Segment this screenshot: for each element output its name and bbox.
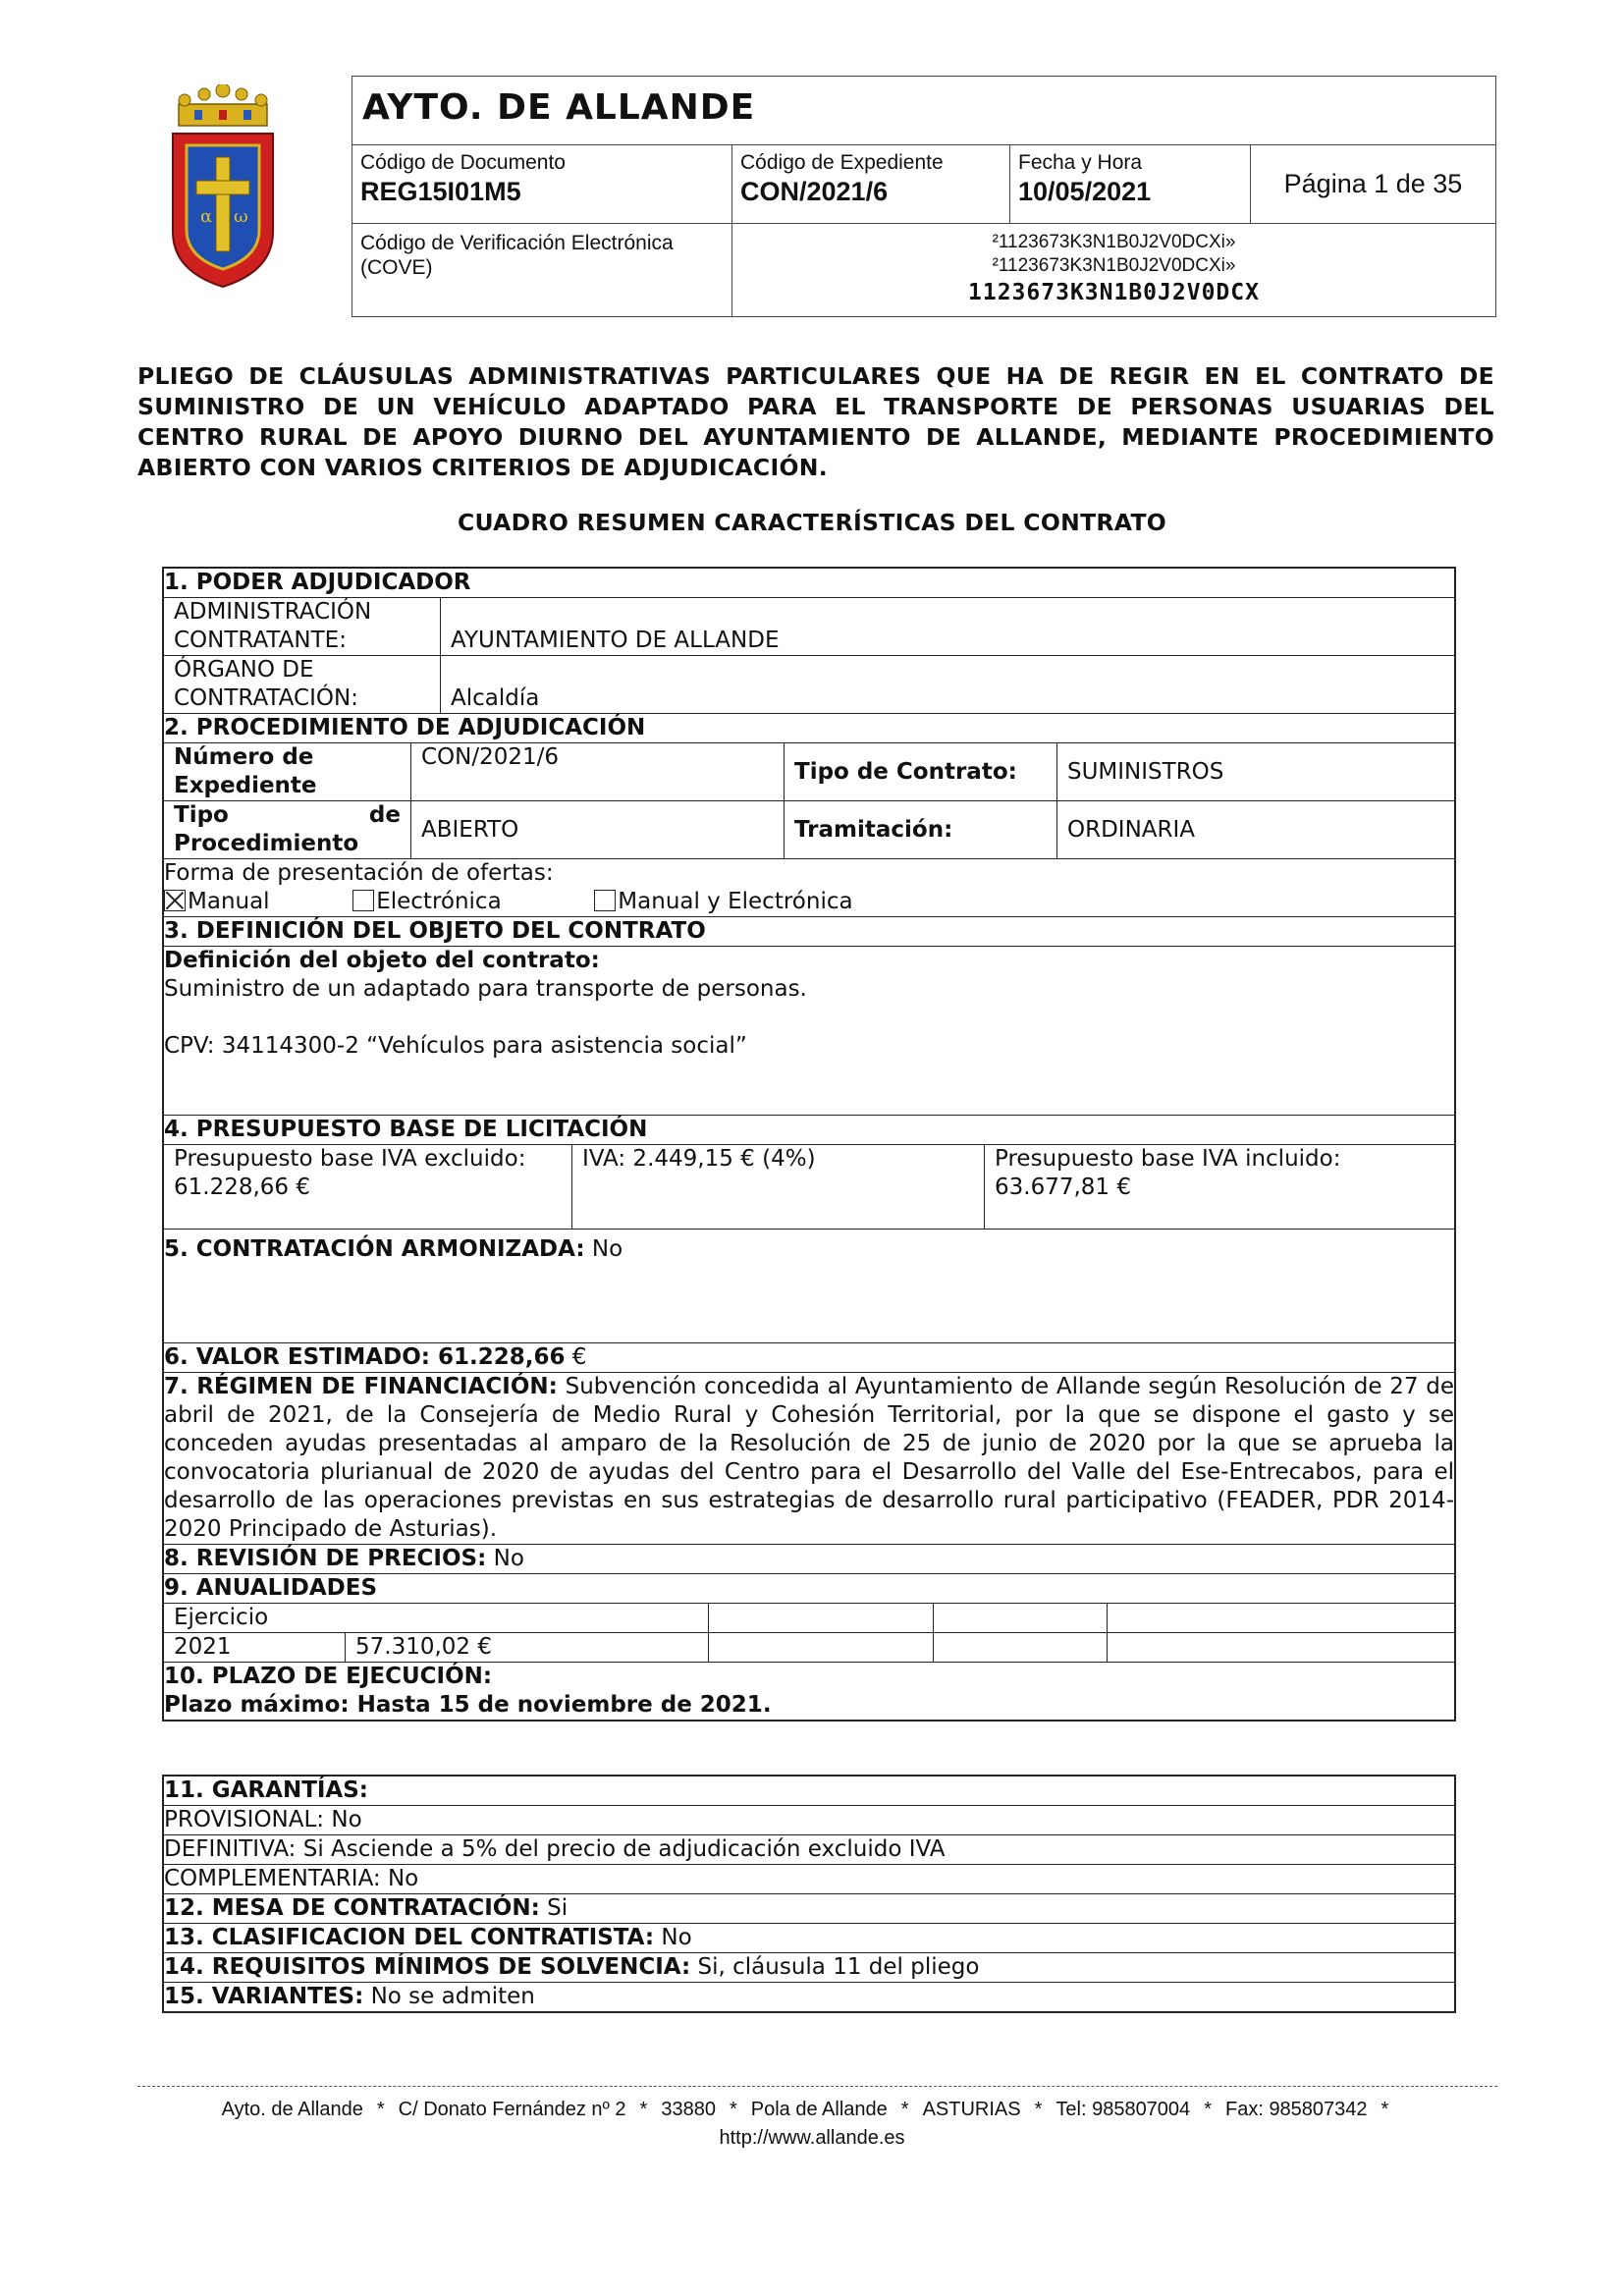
tipo-procedimiento-label xyxy=(164,801,411,858)
option-manual-electronica: Manual y Electrónica xyxy=(618,889,853,914)
footer-town: Pola de Allande xyxy=(750,2099,888,2120)
admin-value: AYUNTAMIENTO DE ALLANDE xyxy=(451,628,780,653)
section-heading-2: 2. PROCEDIMIENTO DE ADJUDICACIÓN xyxy=(164,714,1454,743)
footer-divider xyxy=(137,2086,1497,2087)
svg-text:ω: ω xyxy=(234,206,248,227)
mesa-contratacion-row xyxy=(164,1894,1454,1924)
procedimiento-row xyxy=(164,801,1454,859)
doc-code-cell xyxy=(352,145,732,224)
expediente-row xyxy=(164,743,1454,801)
presupuesto-excluido xyxy=(164,1145,572,1229)
plazo-ejecucion-text: Plazo máximo: Hasta 15 de noviembre de 2021. xyxy=(164,1692,772,1718)
armonizada-label: 5. CONTRATACIÓN ARMONIZADA: xyxy=(164,1236,585,1262)
cove-codes xyxy=(732,224,1495,316)
footer-fax: Fax: 985807342 xyxy=(1224,2099,1368,2120)
clasificacion-row xyxy=(164,1924,1454,1953)
valor-estimado-row xyxy=(164,1343,1454,1373)
solvencia-value: Si, cláusula 11 del pliego xyxy=(697,1954,980,1980)
section-heading-9: 9. ANUALIDADES xyxy=(164,1574,1454,1604)
page-indicator: Página 1 de 35 xyxy=(1251,145,1495,224)
admin-label xyxy=(164,598,441,655)
date-label: Fecha y Hora xyxy=(1018,151,1143,174)
organo-label xyxy=(164,656,441,713)
footer-street: C/ Donato Fernández nº 2 xyxy=(398,2099,626,2120)
doc-code-label: Código de Documento xyxy=(360,151,566,174)
summary-title: CUADRO RESUMEN CARACTERÍSTICAS DEL CONTRATO xyxy=(457,509,1167,536)
admin-label-line2: CONTRATANTE: xyxy=(174,628,347,653)
plazo-ejecucion-label: 10. PLAZO DE EJECUCIÓN: xyxy=(164,1664,493,1689)
variantes-value: No se admiten xyxy=(370,1984,535,2009)
objeto-row xyxy=(164,947,1454,1116)
admin-row xyxy=(164,598,1454,656)
tipo-label-line1 xyxy=(174,801,401,830)
objeto-subheading: Definición del objeto del contrato: xyxy=(164,948,600,973)
cove-label-line1: Código de Verificación Electrónica xyxy=(360,232,674,254)
revision-precios-row xyxy=(164,1545,1454,1574)
ejercicio-label: Ejercicio xyxy=(164,1604,709,1632)
garantia-definitiva: DEFINITIVA: Si Asciende a 5% del precio de adjudicación excluido IVA xyxy=(164,1835,1454,1865)
doc-code: REG15I01M5 xyxy=(360,177,521,206)
valor-estimado-currency: € xyxy=(571,1344,587,1370)
exp-code: CON/2021/6 xyxy=(740,177,889,206)
coat-of-arms-logo xyxy=(165,84,281,295)
organo-value: Alcaldía xyxy=(451,685,540,711)
forma-presentacion-row xyxy=(164,859,1454,917)
cove-barcode-text-2: ²1123673K3N1B0J2V0DCXi» xyxy=(992,254,1236,276)
clasificacion-label: 13. CLASIFICACION DEL CONTRATISTA: xyxy=(164,1925,655,1950)
footer-website-link[interactable]: http://www.allande.es xyxy=(719,2127,905,2149)
garantias-table xyxy=(162,1775,1456,2013)
presupuesto-excluido-label: Presupuesto base IVA excluido: xyxy=(174,1146,526,1172)
ejercicio-amount: 57.310,02 € xyxy=(346,1633,709,1662)
footer-org: Ayto. de Allande xyxy=(221,2099,363,2120)
num-label-line1: Número de xyxy=(174,744,314,770)
num-label-line2: Expediente xyxy=(174,773,317,798)
clasificacion-value: No xyxy=(661,1925,692,1950)
tramitacion-label: Tramitación: xyxy=(785,801,1057,858)
revision-precios-value: No xyxy=(493,1546,524,1571)
option-electronica: Electrónica xyxy=(376,889,502,914)
checkbox-manual-electronica[interactable] xyxy=(594,890,616,911)
section-heading-11: 11. GARANTÍAS: xyxy=(164,1777,1454,1806)
tipo-word: Tipo xyxy=(174,802,229,828)
solvencia-label: 14. REQUISITOS MÍNIMOS DE SOLVENCIA: xyxy=(164,1954,691,1980)
garantia-provisional: PROVISIONAL: No xyxy=(164,1806,1454,1835)
garantia-complementaria: COMPLEMENTARIA: No xyxy=(164,1865,1454,1894)
organo-label-line2: CONTRATACIÓN: xyxy=(174,685,358,711)
anualidad-empty-h1 xyxy=(709,1604,934,1632)
solvencia-row xyxy=(164,1953,1454,1983)
anualidad-empty-1 xyxy=(709,1633,934,1662)
objeto-text: Suministro de un adaptado para transporte de personas. xyxy=(164,976,807,1002)
financiacion-label: 7. RÉGIMEN DE FINANCIACIÓN: xyxy=(164,1374,558,1399)
iva-value: IVA: 2.449,15 € (4%) xyxy=(572,1145,985,1229)
presupuesto-incluido-value: 63.677,81 € xyxy=(995,1175,1131,1200)
cove-code: 1123673K3N1B0J2V0DCX xyxy=(968,279,1260,305)
tipo-label-line2: Procedimiento xyxy=(174,831,359,856)
anualidad-empty-h3 xyxy=(1108,1604,1454,1632)
date-cell xyxy=(1010,145,1251,224)
admin-label-line1: ADMINISTRACIÓN xyxy=(174,599,372,625)
tipo-contrato-value: SUMINISTROS xyxy=(1067,758,1224,785)
anualidades-grid xyxy=(164,1604,1454,1663)
ejercicio-year: 2021 xyxy=(164,1633,346,1662)
section-heading-1: 1. PODER ADJUDICADOR xyxy=(164,569,1454,598)
armonizada-value: No xyxy=(591,1236,623,1262)
exp-code-label: Código de Expediente xyxy=(740,151,944,174)
num-expediente-value: CON/2021/6 xyxy=(411,743,785,800)
num-expediente-label xyxy=(164,743,411,800)
mesa-contratacion-value: Si xyxy=(547,1895,568,1921)
valor-estimado-label: 6. VALOR ESTIMADO: 61.228,66 xyxy=(164,1344,566,1370)
presupuesto-excluido-value: 61.228,66 € xyxy=(174,1175,310,1200)
mesa-contratacion-label: 12. MESA DE CONTRATACIÓN: xyxy=(164,1895,540,1921)
date-value: 10/05/2021 xyxy=(1018,177,1152,206)
section-heading-4: 4. PRESUPUESTO BASE DE LICITACIÓN xyxy=(164,1116,1454,1145)
presupuesto-incluido-label: Presupuesto base IVA incluido: xyxy=(995,1146,1341,1172)
anualidad-empty-2 xyxy=(934,1633,1108,1662)
organo-label-line1: ÓRGANO DE xyxy=(174,657,314,683)
anualidades-header xyxy=(164,1604,1454,1633)
variantes-row xyxy=(164,1983,1454,2011)
footer-zip: 33880 xyxy=(661,2099,716,2120)
revision-precios-label: 8. REVISIÓN DE PRECIOS: xyxy=(164,1546,487,1571)
cove-barcode-text-1: ²1123673K3N1B0J2V0DCXi» xyxy=(992,232,1236,252)
forma-presentacion-label: Forma de presentación de ofertas: xyxy=(164,860,554,886)
presupuesto-incluido xyxy=(985,1145,1454,1229)
checkbox-manual[interactable] xyxy=(164,890,186,911)
exp-code-cell xyxy=(732,145,1010,224)
cove-label xyxy=(352,224,732,316)
anualidad-empty-3 xyxy=(1108,1633,1454,1662)
option-manual: Manual xyxy=(188,889,270,914)
footer-region: ASTURIAS xyxy=(922,2099,1021,2120)
armonizada-row xyxy=(164,1230,1454,1343)
tramitacion-value: ORDINARIA xyxy=(1067,816,1196,843)
forma-presentacion-options xyxy=(164,888,1454,916)
org-name: AYTO. DE ALLANDE xyxy=(352,77,1495,145)
section-heading-3: 3. DEFINICIÓN DEL OBJETO DEL CONTRATO xyxy=(164,917,1454,947)
variantes-label: 15. VARIANTES: xyxy=(164,1984,364,2009)
organo-row xyxy=(164,656,1454,714)
svg-text:α: α xyxy=(200,206,213,227)
cove-label-line2: (COVE) xyxy=(360,256,433,280)
tipo-contrato-label: Tipo de Contrato: xyxy=(785,743,1057,800)
footer-address-line: Ayto. de Allande * C/ Donato Fernández nº 2 * 33880 * Pola de Allande * ASTURIAS * Tel: 985807004 * Fax: 985807342 * xyxy=(221,2099,1389,2120)
anualidad-empty-h2 xyxy=(934,1604,1108,1632)
document-header xyxy=(352,76,1496,317)
plazo-ejecucion-row xyxy=(164,1663,1454,1720)
tipo-procedimiento-value: ABIERTO xyxy=(411,801,785,858)
financiacion-text: Subvención concedida al Ayuntamiento de Allande según Resolución de 27 de abril de 2021, de la Consejería de Medio Rural y Cohesión Territorial, por la que se dispone el gasto y se conceden ayudas presentadas al amparo de la Resolución de 25 de junio de 2020 por la que se aprueba la convocatoria plurianual de 2020 de ayudas del Centro para el Desarrollo del Valle del Ese-Entrecabos, para el desarrollo de las operaciones previstas en sus estrategias de desarrollo rural participativo (FEADER, PDR 2014-2020 Principado de Asturias). xyxy=(164,1374,1455,1542)
checkbox-electronica[interactable] xyxy=(352,890,374,911)
page-footer xyxy=(0,2096,1624,2153)
document-title: PLIEGO DE CLÁUSULAS ADMINISTRATIVAS PARTICULARES QUE HA DE REGIR EN EL CONTRATO DE SUMINISTRO DE UN VEHÍCULO ADAPTADO PARA EL TRANSPORTE DE PERSONAS USUARIAS DEL CENTRO RURAL DE APOYO DIURNO DEL AYUNTAMIENTO DE ALLANDE, MEDIANTE PROCEDIMIENTO ABIERTO CON VARIOS CRITERIOS DE ADJUDICACIÓN. xyxy=(137,362,1494,481)
anualidades-row-2021 xyxy=(164,1633,1454,1662)
contract-summary-table xyxy=(162,567,1456,1722)
presupuesto-row xyxy=(164,1145,1454,1230)
footer-tel: Tel: 985807004 xyxy=(1056,2099,1191,2120)
de-word: de xyxy=(368,802,401,828)
cpv-code: CPV: 34114300-2 “Vehículos para asistencia social” xyxy=(164,1033,747,1059)
financiacion-row xyxy=(164,1373,1454,1545)
